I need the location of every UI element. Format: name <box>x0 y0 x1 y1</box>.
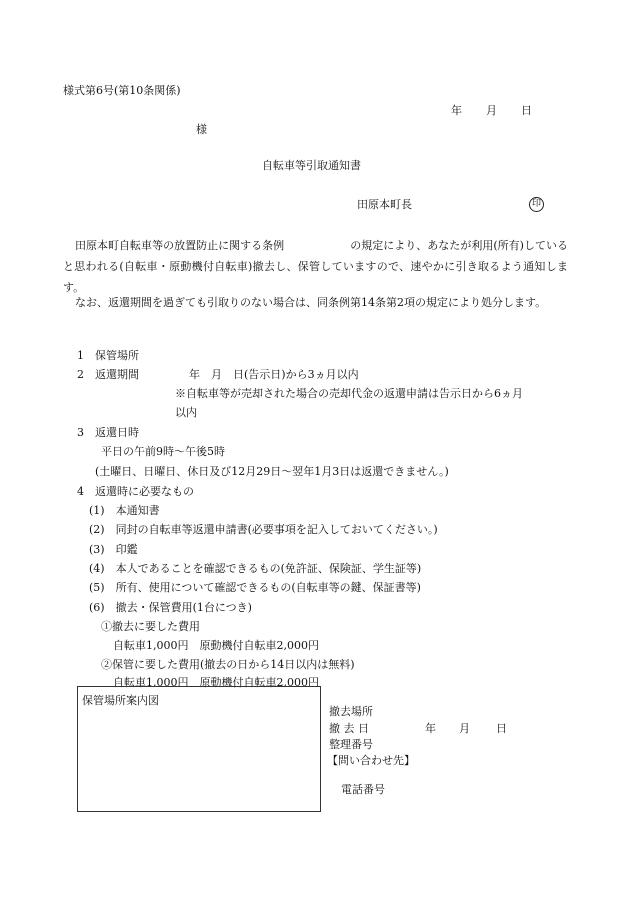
required-item-5: (5) 所有、使用について確認できるもの(自転車等の鍵、保証書等) <box>89 581 421 594</box>
removal-date-year: 年 <box>425 722 436 735</box>
document-title: 自転車等引取通知書 <box>262 159 361 172</box>
fee-storage-title: ②保管に要した費用(撤去の日から14日以内は無料) <box>101 658 355 671</box>
item-return-hours-line-1: 平日の午前9時～午後5時 <box>101 445 225 458</box>
seal-mark: 印 <box>529 197 544 212</box>
phone-label: 電話番号 <box>341 783 385 796</box>
removal-date-label: 撤 去 日 <box>329 722 369 735</box>
body-paragraph-1: 田原本町自転車等の放置防止に関する条例 の規定により、あなたが利用(所有)していると思われる(自転車・原動機付自転車)撤去し、保管していますので、速やかに引き取るよう通知します。 <box>63 239 568 294</box>
issuer-name: 田原本町長 <box>357 198 412 211</box>
removal-place: 撤去場所 <box>329 705 373 718</box>
fee-storage-values: 自転車1,000円 原動機付自転車2,000円 <box>113 676 319 689</box>
fee-removal-values: 自転車1,000円 原動機付自転車2,000円 <box>113 639 319 652</box>
required-item-1: (1) 本通知書 <box>89 504 160 517</box>
required-item-6: (6) 撤去・保管費用(1台につき) <box>89 601 252 614</box>
contact-heading: 【問い合わせ先】 <box>327 754 415 767</box>
date-month: 月 <box>486 104 497 117</box>
form-number: 様式第6号(第10条関係) <box>63 84 181 97</box>
required-item-2: (2) 同封の自転車等返還申請書(必要事項を記入しておいてください。) <box>89 523 438 536</box>
storage-map-box <box>77 686 321 812</box>
item-return-hours-label: 3 返還日時 <box>77 426 139 439</box>
recipient-suffix: 様 <box>196 123 207 136</box>
item-return-period-note-2: 以内 <box>175 406 197 419</box>
item-return-period-value: 年 月 日(告示日)から3ヵ月以内 <box>189 368 359 381</box>
storage-map-label: 保管場所案内図 <box>82 694 159 707</box>
required-item-4: (4) 本人であることを確認できるもの(免許証、保険証、学生証等) <box>89 562 422 575</box>
item-return-period-label: 2 返還期間 <box>77 368 139 381</box>
removal-date-day: 日 <box>496 722 507 735</box>
fee-removal-title: ①撤去に要した費用 <box>101 620 200 633</box>
removal-date-month: 月 <box>459 722 470 735</box>
date-year: 年 <box>451 104 462 117</box>
item-return-hours-line-2: (土曜日、日曜日、休日及び12月29日～翌年1月3日は返還できません。) <box>95 465 449 478</box>
reference-number: 整理番号 <box>329 738 373 751</box>
item-storage-place: 1 保管場所 <box>77 349 139 362</box>
body-paragraph-2: なお、返還期間を過ぎても引取りのない場合は、同条例第14条第2項の規定により処分します。 <box>75 296 547 309</box>
required-item-3: (3) 印鑑 <box>89 543 138 556</box>
item-required-label: 4 返還時に必要なもの <box>77 485 194 498</box>
item-return-period-note-1: ※自転車等が売却された場合の売却代金の返還申請は告示日から6ヵ月 <box>175 387 523 400</box>
date-day: 日 <box>521 104 532 117</box>
